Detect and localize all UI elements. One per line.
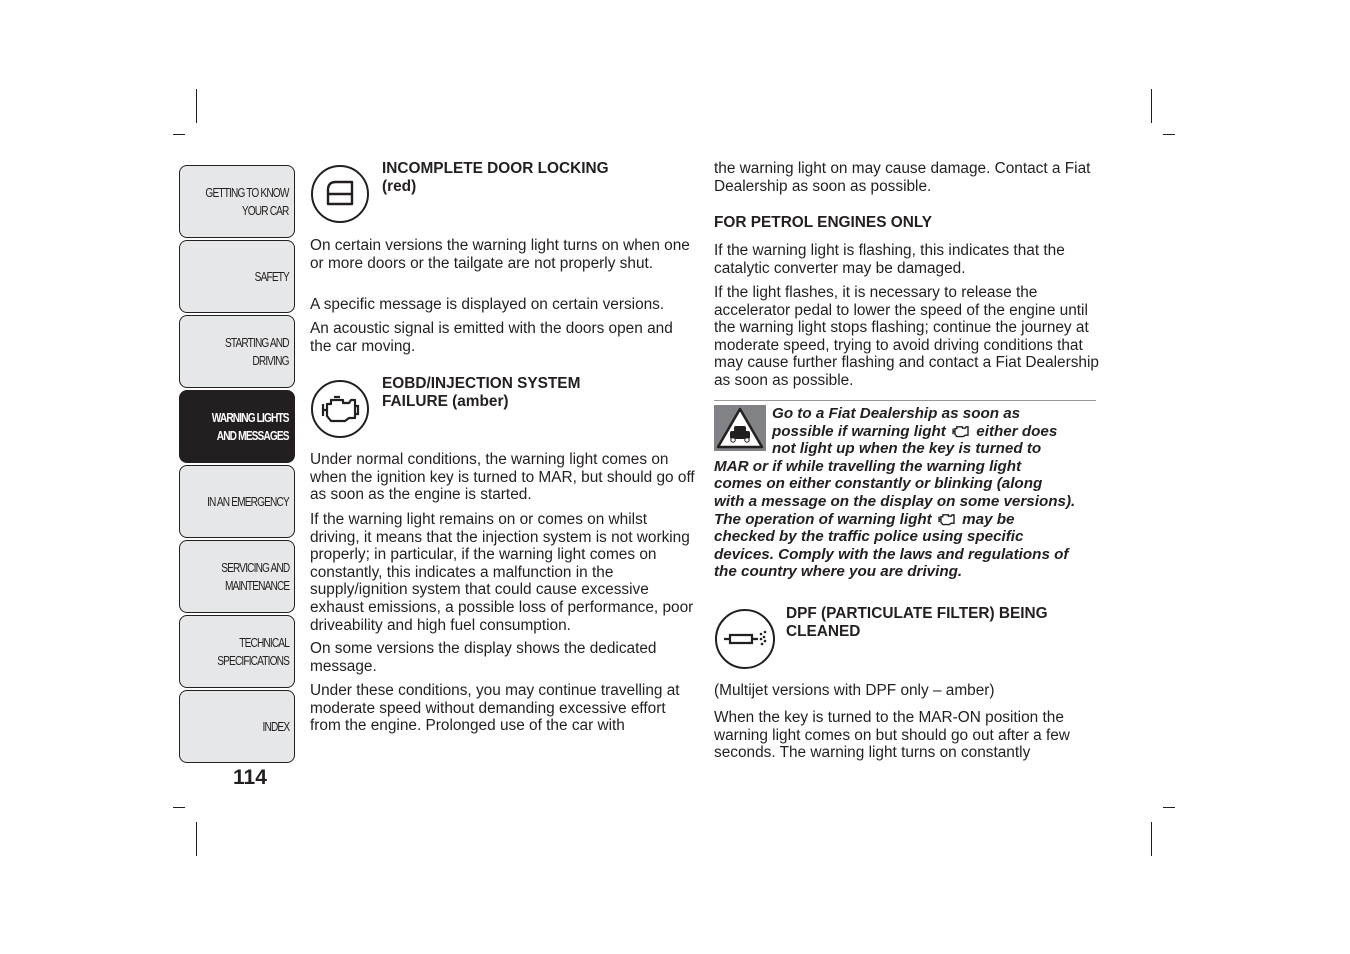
tab-starting-driving[interactable] [179,315,295,388]
engine-icon [950,424,972,438]
warning-line: Go to a Fiat Dealership as soon as [772,405,1021,422]
dpf-paragraph: When the key is turned to the MAR-ON position the warning light comes on but should go out after a few seconds. The warning light turns on constantly [714,709,1070,762]
crop-mark [1151,822,1152,856]
crop-mark [1151,89,1152,123]
eobd-title: EOBD/INJECTION SYSTEM FAILURE (amber) [382,375,581,410]
dpf-icon [715,609,775,669]
petrol-title: FOR PETROL ENGINES ONLY [714,214,933,231]
engine-icon [311,380,369,438]
tab-index[interactable] [179,690,295,763]
warning-line [772,423,1057,441]
petrol-paragraph: If the warning light is flashing, this indicates that the catalytic converter may be damaged. [714,242,1065,277]
eobd-paragraph: If the warning light remains on or comes on whilst driving, it means that the injection system is not working properly; in particular, if the warning light comes on constantly, this indicates a malfunction in the supply/ignition system that could cause excessive exhaust emissions, a possible loss of performance, poor driveability and high fuel consumption. [310,511,694,634]
warning-text: may be [962,511,1015,528]
tab-emergency[interactable] [179,465,295,538]
petrol-paragraph: If the light flashes, it is necessary to release the accelerator pedal to lower the speed of the engine until the warning light stops flashing; continue the journey at moderate speed, trying to avoid driving conditions that may cause further flashing and contact a Fiat Dealership as soon as possible. [714,284,1099,389]
warning-text: The operation of warning light [714,511,932,528]
tab-label: STARTING AND DRIVING [225,334,289,368]
crop-mark [173,807,185,808]
warning-line: MAR or if while travelling the warning light [714,458,1022,475]
tab-label: INDEX [262,718,289,734]
warning-line: not light up when the key is turned to [772,440,1042,457]
tab-label: SERVICING AND MAINTENANCE [220,559,289,593]
dpf-paragraph: (Multijet versions with DPF only – amber) [714,682,995,699]
crop-mark [1163,807,1175,808]
page-number: 114 [233,766,267,789]
crop-mark [1163,134,1175,135]
tab-label: IN AN EMERGENCY [207,493,289,509]
eobd-paragraph: Under normal conditions, the warning light comes on when the ignition key is turned to MAR, but should go off as soon as the engine is started. [310,451,695,504]
warning-line: comes on either constantly or blinking (along [714,475,1043,492]
eobd-paragraph: Under these conditions, you may continue travelling at moderate speed without demanding excessive effort from the engine. Prolonged use of the car with [310,682,680,735]
tab-servicing[interactable] [179,540,295,613]
warning-text: possible if warning light [772,423,946,440]
warning-triangle-icon [714,405,766,451]
door-lock-title: INCOMPLETE DOOR LOCKING (red) [382,160,609,195]
dpf-title: DPF (PARTICULATE FILTER) BEING CLEANED [786,605,1048,640]
warning-line: with a message on the display on some versions). [714,493,1076,510]
warning-line: devices. Comply with the laws and regulations of [714,546,1069,563]
tab-warning-lights[interactable] [179,390,295,463]
eobd-paragraph: On some versions the display shows the dedicated message. [310,640,657,675]
door-lock-paragraph: On certain versions the warning light turns on when one or more doors or the tailgate are not properly shut. [310,237,690,272]
tab-label: TECHNICAL SPECIFICATIONS [217,634,289,668]
door-lock-paragraph: An acoustic signal is emitted with the doors open and the car moving. [310,320,673,355]
continued-paragraph: the warning light on may cause damage. Contact a Fiat Dealership as soon as possible. [714,160,1091,195]
tab-label: GETTING TO KNOW YOUR CAR [205,184,289,218]
crop-mark [173,134,185,135]
crop-mark [196,89,197,123]
door-lock-icon [311,165,369,223]
engine-icon [936,512,958,526]
door-lock-paragraph: A specific message is displayed on certain versions. [310,296,665,313]
tab-technical[interactable] [179,615,295,688]
warning-line: the country where you are driving. [714,563,963,580]
tab-safety[interactable] [179,240,295,313]
tab-label: WARNING LIGHTS AND MESSAGES [211,409,289,443]
tab-getting-to-know[interactable] [179,165,295,238]
warning-line: checked by the traffic police using specific [714,528,1024,545]
warning-text: either does [976,423,1058,440]
warning-line [714,511,1015,529]
warning-divider [714,400,1096,401]
tab-label: SAFETY [254,268,289,284]
crop-mark [196,822,197,856]
